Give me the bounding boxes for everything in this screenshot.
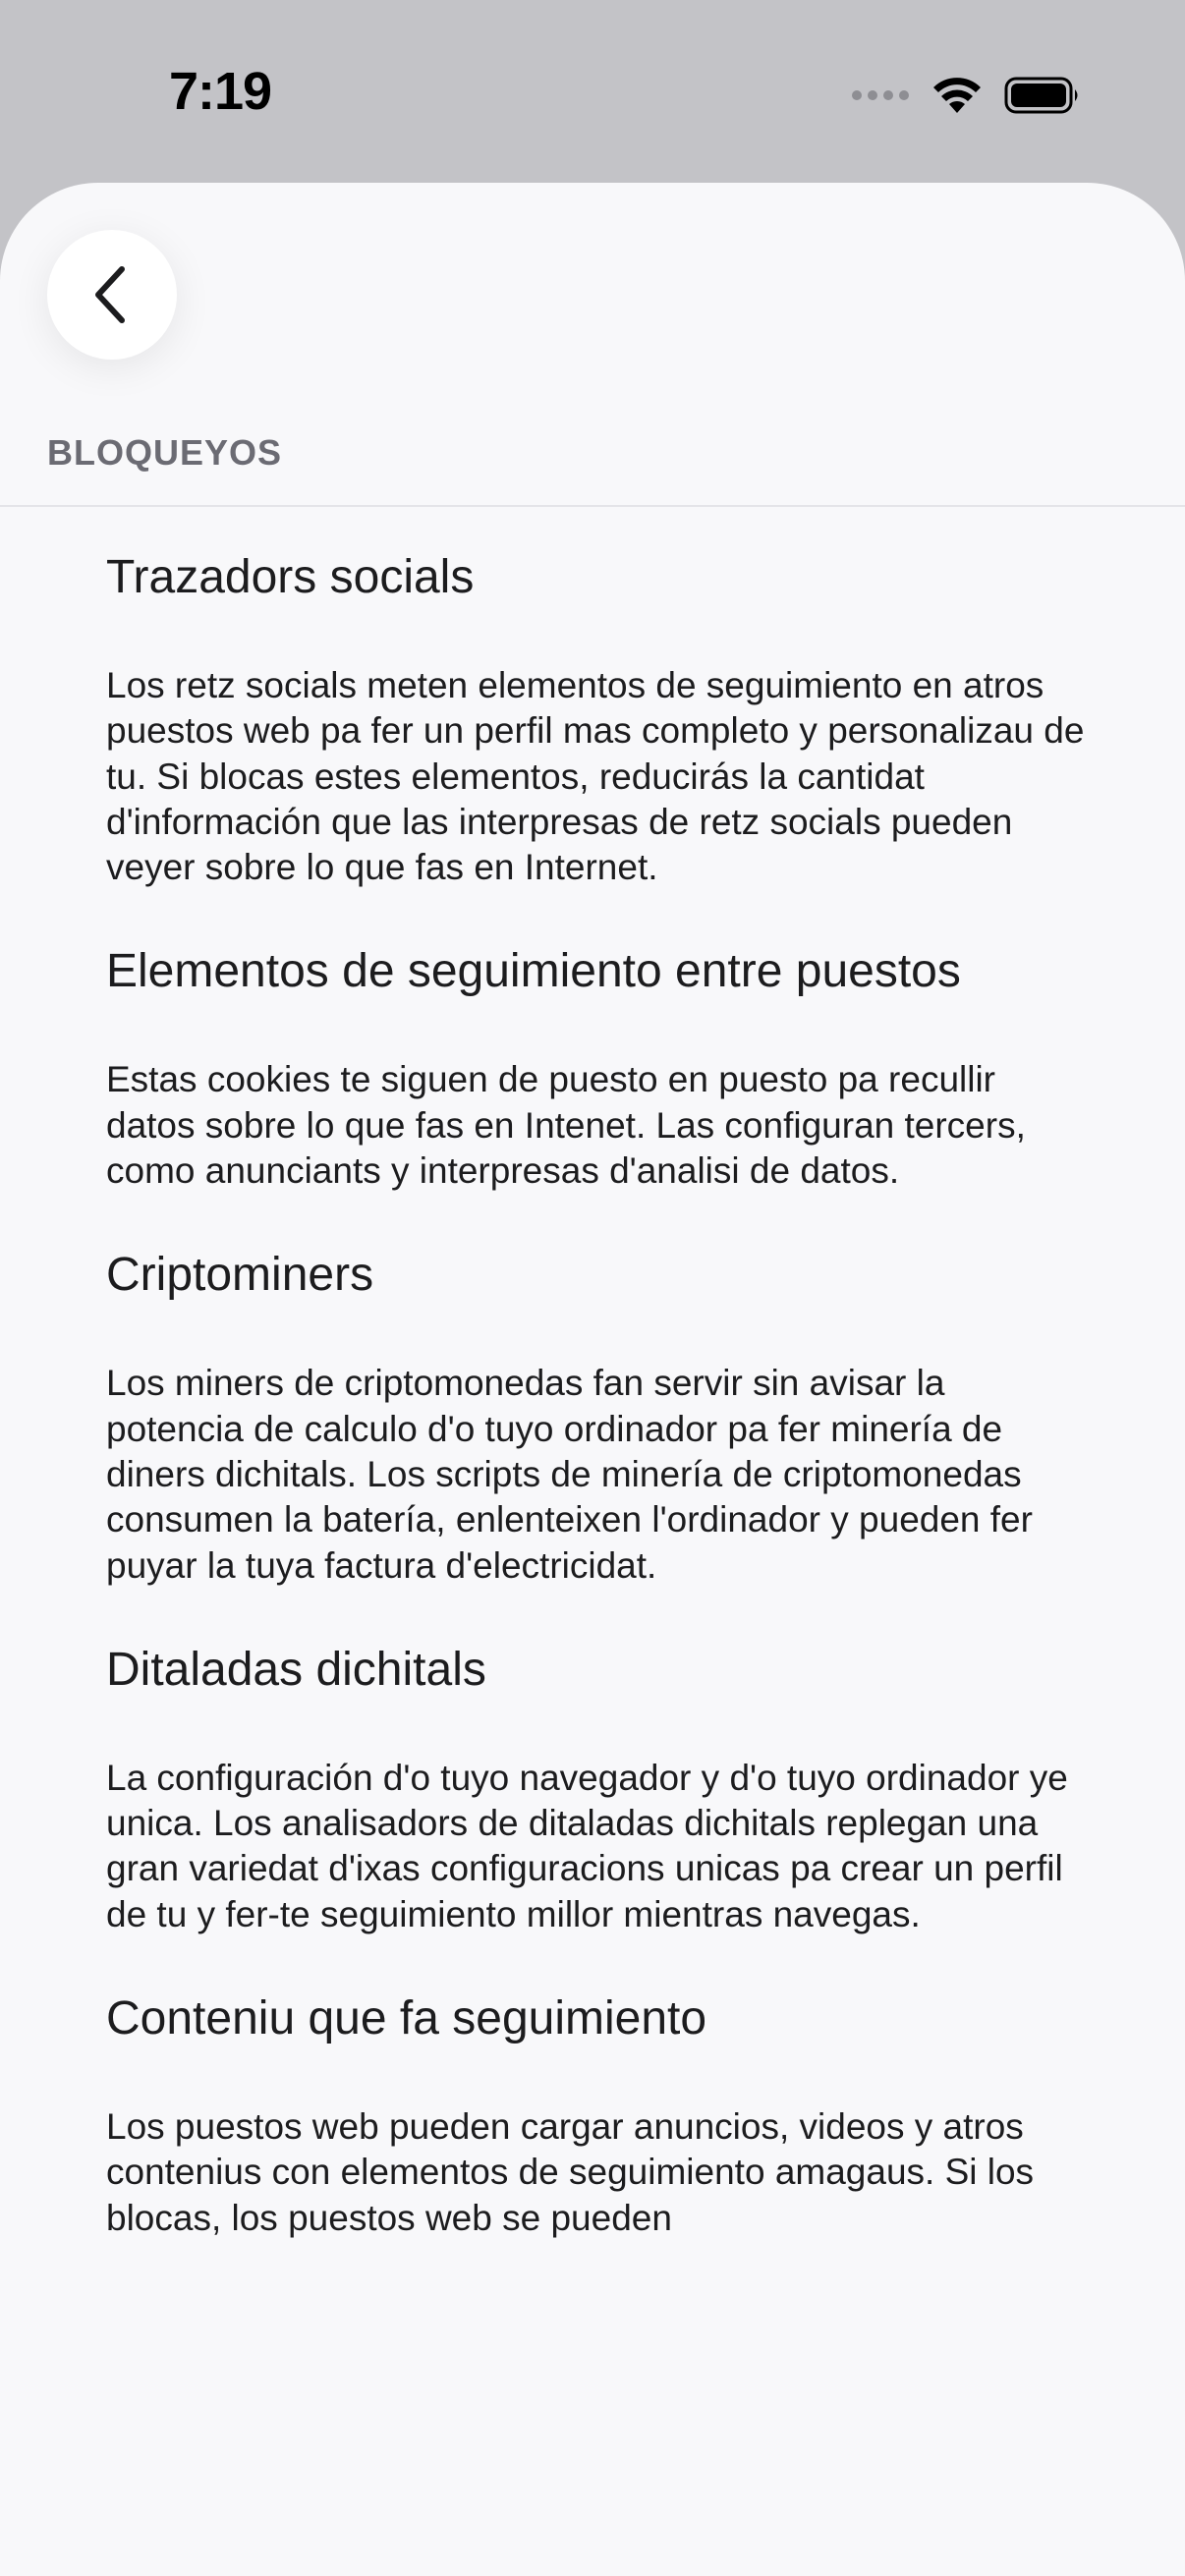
dots-icon bbox=[851, 88, 910, 102]
status-bar bbox=[0, 0, 1185, 183]
chevron-left-icon bbox=[88, 263, 136, 326]
item-title: Conteniu que fa seguimiento bbox=[106, 1992, 707, 2045]
item-description: Los puestos web pueden cargar anuncios, videos y atros contenius con elementos de seguimiento amagaus. Si los blocas, los puestos web se pueden bbox=[106, 2106, 1035, 2238]
divider bbox=[0, 505, 1185, 507]
status-icons bbox=[851, 71, 1081, 120]
item-title: Ditaladas dichitals bbox=[106, 1643, 486, 1696]
blockers-list bbox=[106, 548, 1089, 2293]
battery-icon bbox=[1004, 76, 1081, 115]
item-description: La configuración d'o tuyo navegador y d'o tuyo ordinador ye unica. Los analisadors de ditaladas dichitals replegan una gran variedat d'ixas configuracions unicas pa crear un perfil de tu y fer-te seguimiento millor mientras navegas. bbox=[106, 1757, 1068, 1934]
list-item bbox=[106, 1989, 1089, 2241]
item-description: Los miners de criptomonedas fan servir sin avisar la potencia de calculo d'o tuyo ordinador pa fer minería de diners dichitals. Los scripts de minería de criptomonedas consumen la batería, enlenteixen l'ordinador y pueden fer puyar la tuya factura d'electricidat. bbox=[106, 1363, 1033, 1586]
status-time: 7:19 bbox=[169, 62, 272, 121]
item-title: Criptominers bbox=[106, 1249, 374, 1302]
item-title: Trazadors socials bbox=[106, 551, 475, 603]
list-item bbox=[106, 1246, 1089, 1588]
back-button[interactable] bbox=[47, 230, 177, 360]
list-item bbox=[106, 1641, 1089, 1937]
wifi-icon bbox=[931, 76, 983, 115]
item-title: Elementos de seguimiento entre puestos bbox=[106, 945, 961, 998]
section-header: BLOQUEYOS bbox=[47, 432, 283, 473]
list-item bbox=[106, 548, 1089, 890]
list-item bbox=[106, 942, 1089, 1194]
settings-sheet bbox=[0, 183, 1185, 2576]
item-description: Estas cookies te siguen de puesto en puesto pa recullir datos sobre lo que fas en Intenet. Las configuran tercers, como anunciants y interpresas d'analisi de datos. bbox=[106, 1059, 1026, 1192]
item-description: Los retz socials meten elementos de seguimiento en atros puestos web pa fer un perfil mas completo y personalizau de tu. Si blocas estes elementos, reducirás la cantidat d'información que las interpresas de retz socials pueden veyer sobre lo que fas en Internet. bbox=[106, 665, 1085, 888]
